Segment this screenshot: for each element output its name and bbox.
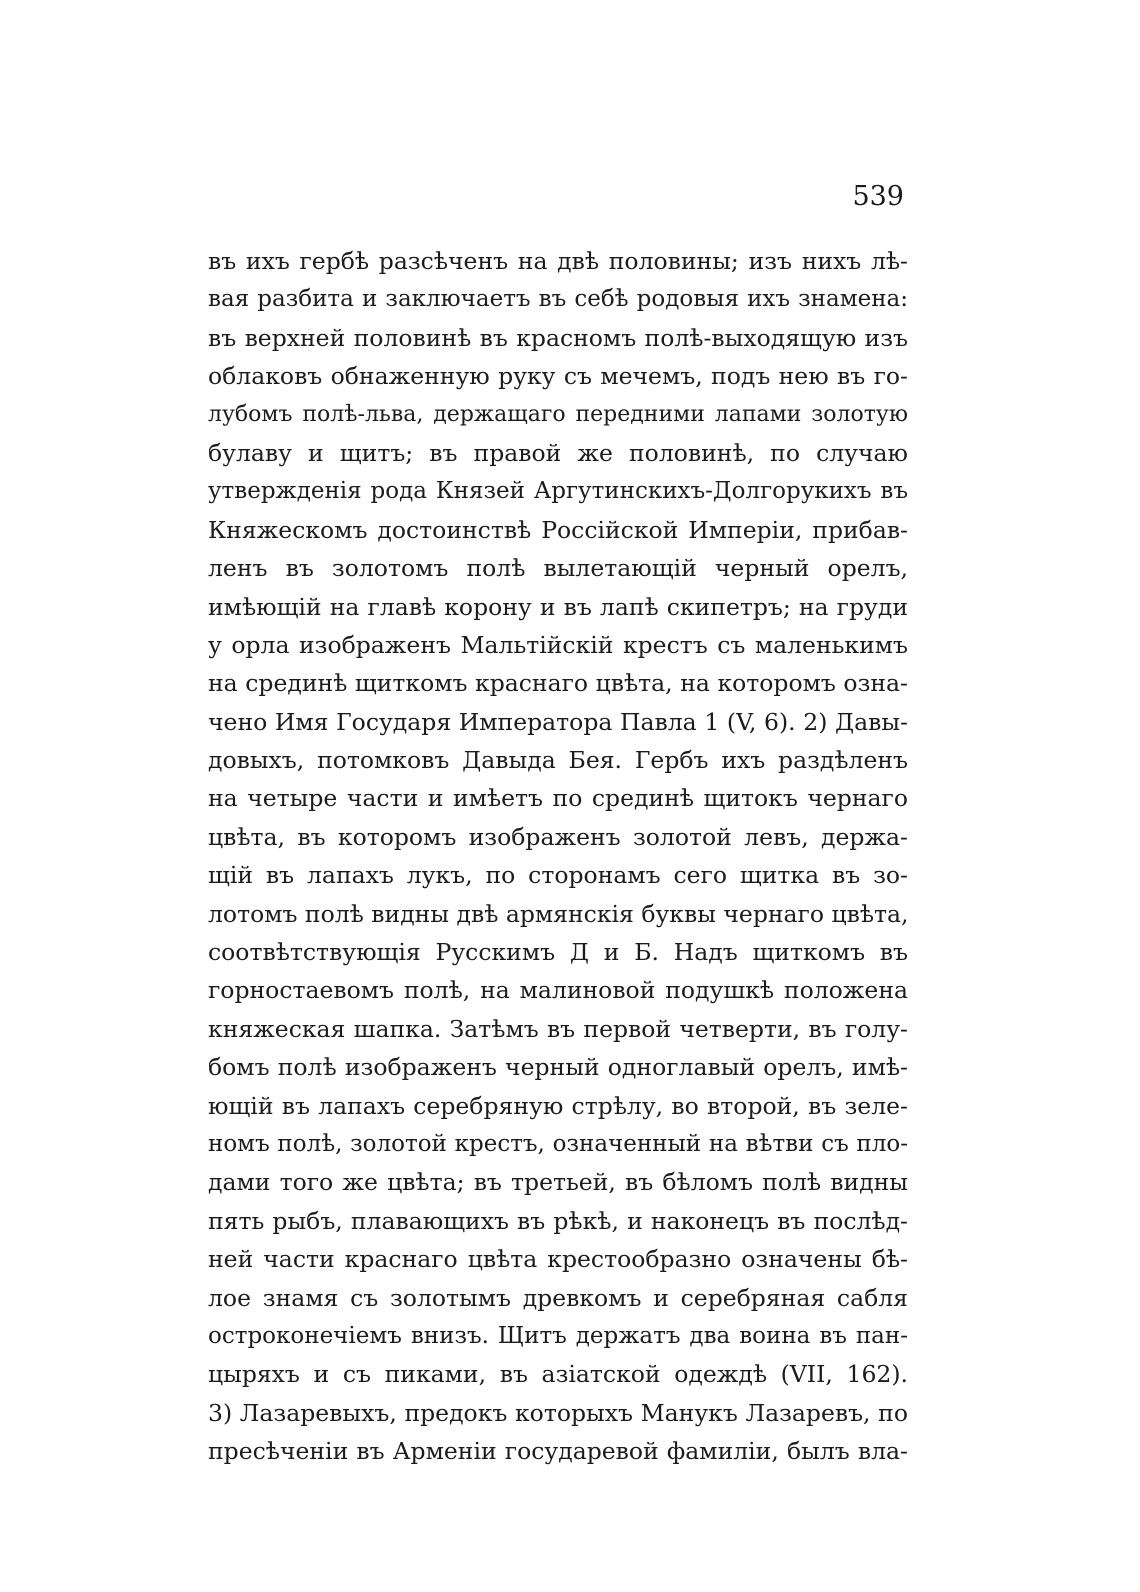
text-line: вая разбита и заключаетъ въ себѣ родовыя ихъ знамена: [208,286,908,313]
text-line: щій въ лапахъ лукъ, по сторонамъ сего щитка въ зо- [208,861,908,890]
text-line: чено Имя Государя Императора Павла 1 (V, 6). 2) Давы- [208,707,908,736]
text-line: Княжескомъ достоинствѣ Россійской Имперіи, прибав- [208,515,908,544]
text-line: на срединѣ щиткомъ краснаго цвѣта, на которомъ озна- [208,669,908,698]
text-line: лое знамя съ золотымъ древкомъ и серебряная сабля [208,1283,908,1312]
text-line: княжеская шапка. Затѣмъ въ первой четверти, въ голу- [208,1014,908,1043]
text-line: дами того же цвѣта; въ третьей, въ бѣломъ полѣ видны [208,1168,908,1197]
text-line: номъ полѣ, золотой крестъ, означенный на вѣтви съ пло- [208,1130,908,1157]
text-line: на четыре части и имѣетъ по срединѣ щитокъ чернаго [208,784,908,813]
text-line: булаву и щитъ; въ правой же половинѣ, по случаю [208,438,908,467]
text-line: въ ихъ гербѣ разсѣченъ на двѣ половины; изъ нихъ лѣ- [208,247,908,275]
text-line: цыряхъ и съ пиками, въ азіатской одеждѣ (VII, 162). [208,1360,908,1389]
text-line: цвѣта, въ которомъ изображенъ золотой левъ, держа- [208,822,908,851]
text-line: довыхъ, потомковъ Давыда Бея. Гербъ ихъ раздѣленъ [208,746,908,775]
text-line: ющій въ лапахъ серебряную стрѣлу, во второй, въ зеле- [208,1091,908,1120]
text-line: пресѣченіи въ Арменіи государевой фамиліи, былъ вла- [208,1437,908,1466]
text-line: лотомъ полѣ видны двѣ армянскія буквы чернаго цвѣта, [208,899,908,928]
text-line: соотвѣтствующія Русскимъ Д и Б. Надъ щиткомъ въ [208,938,908,967]
text-line: имѣющій на главѣ корону и въ лапѣ скипетръ; на груди [208,592,908,621]
text-line: остроконечіемъ внизъ. Щитъ держатъ два воина въ пан- [208,1322,908,1349]
text-line: горностаевомъ полѣ, на малиновой подушкѣ положена [208,976,908,1005]
text-line: утвержденія рода Князей Аргутинскихъ-Долгорукихъ въ [208,478,908,505]
text-line: ленъ въ золотомъ полѣ вылетающій черный орелъ, [208,554,908,583]
text-line: у орла изображенъ Мальтійскій крестъ съ маленькимъ [208,630,908,659]
text-line: въ верхней половинѣ въ красномъ полѣ-выходящую изъ [208,323,908,352]
text-line: пять рыбъ, плавающихъ въ рѣкѣ, и наконецъ въ послѣд- [208,1206,908,1235]
body-text [208,242,908,1471]
text-line: бомъ полѣ изображенъ черный одноглавый орелъ, имѣ- [208,1053,908,1082]
page-number: 539 [852,181,904,212]
text-line: облаковъ обнаженную руку съ мечемъ, подъ нею въ го- [208,362,908,391]
text-line: ней части краснаго цвѣта крестообразно означены бѣ- [208,1245,908,1274]
text-line: лубомъ полѣ-льва, держащаго передними лапами золотую [208,401,908,427]
text-line: 3) Лазаревыхъ, предокъ которыхъ Манукъ Лазаревъ, по [208,1398,908,1427]
